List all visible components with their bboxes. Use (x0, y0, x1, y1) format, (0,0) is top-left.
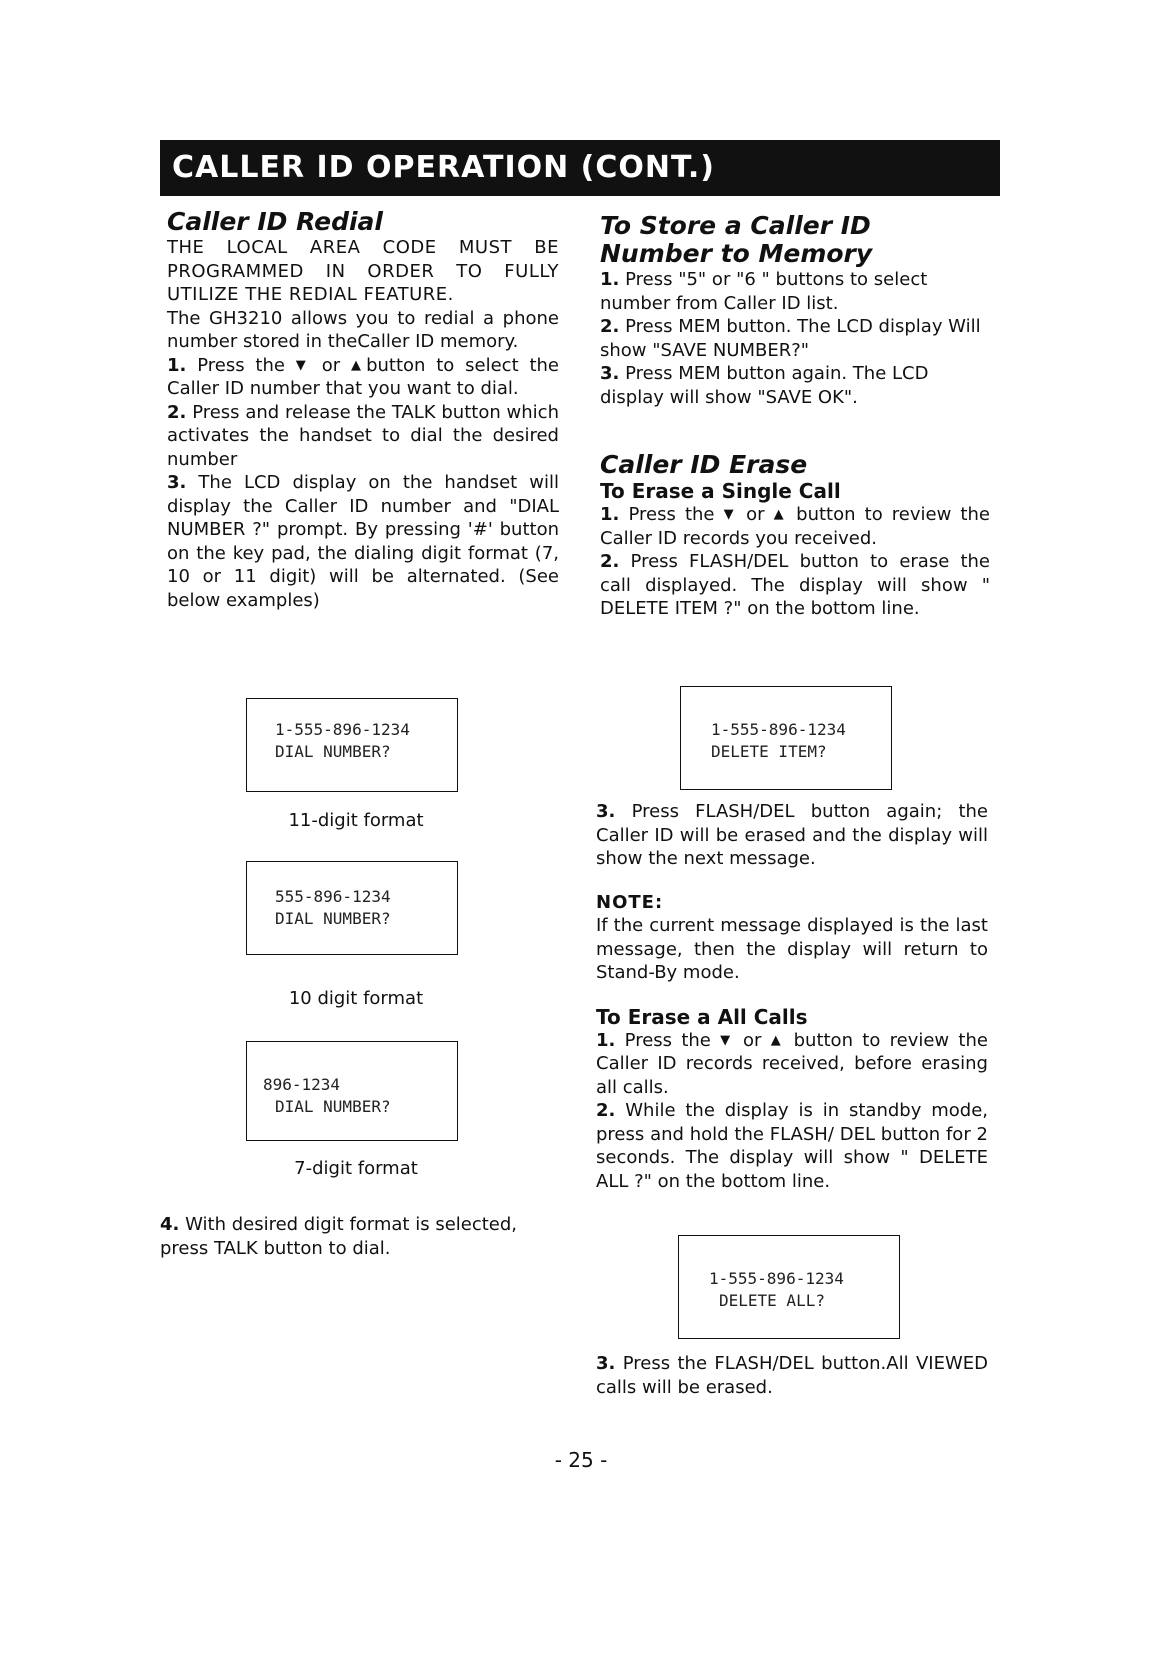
right-column (600, 212, 990, 621)
step-text: Press the (197, 354, 285, 376)
page-header-bar (160, 140, 1000, 196)
step-text: Press MEM button. The LCD display Will show "SAVE NUMBER?" (600, 316, 981, 361)
lcd-line-2: DIAL NUMBER? (275, 909, 391, 928)
step-number: 1. (167, 354, 187, 376)
redial-step-1 (167, 354, 559, 401)
step-text: or (743, 1029, 762, 1051)
redial-step-4 (160, 1213, 560, 1260)
erase-single-step-2 (600, 550, 990, 621)
store-step-2 (600, 315, 990, 362)
lcd-line-2: DIAL NUMBER? (275, 1097, 391, 1116)
store-step-1 (600, 268, 990, 315)
lcd-line-1: 555-896-1234 (275, 887, 391, 906)
step-text: Press the (624, 1029, 711, 1051)
step-number: 2. (600, 316, 620, 337)
erase-all-step-3 (596, 1352, 988, 1399)
step-number: 3. (600, 363, 620, 384)
step-text: or (746, 504, 765, 525)
redial-step-2 (167, 401, 559, 472)
store-section-title-line-2: Number to Memory (600, 239, 873, 268)
erase-all-step-2 (596, 1099, 988, 1193)
step-text: While the display is in standby mode, press and hold the FLASH/ DEL button for 2 seconds. The display will show " DELETE ALL ?" on the bottom line. (596, 1100, 988, 1192)
lcd-display-10-digit (246, 861, 458, 955)
redial-section-title: Caller ID Redial (167, 207, 383, 236)
step-number: 2. (167, 401, 187, 423)
step-number: 2. (596, 1100, 616, 1121)
note-text: If the current message displayed is the last message, then the display will return to Stand-By mode. (596, 915, 988, 983)
lcd-caption-11-digit: 11-digit format (288, 810, 424, 831)
step-text: Press the (628, 504, 715, 525)
lcd-line-2: DELETE ITEM? (711, 742, 827, 761)
redial-intro: The GH3210 allows you to redial a phone number stored in theCaller ID memory. (167, 307, 559, 352)
step-number: 3. (167, 472, 187, 493)
store-step-3 (600, 362, 990, 409)
lcd-line-1: 1-555-896-1234 (711, 720, 846, 739)
step-text: Press MEM button again. The LCD display will show "SAVE OK". (600, 363, 929, 408)
step-number: 1. (596, 1029, 616, 1051)
step-text: button to select the Caller ID number that you want to dial. (167, 354, 559, 399)
lcd-line-1: 1-555-896-1234 (275, 720, 410, 739)
step-number: 3. (596, 801, 616, 822)
redial-step-3 (167, 471, 559, 612)
erase-single-title: To Erase a Single Call (600, 479, 841, 503)
down-arrow-icon: ▼ (723, 507, 738, 522)
redial-intro-caps: THE LOCAL AREA CODE MUST BE PROGRAMMED IN ORDER TO FULLY UTILIZE THE REDIAL FEATURE. (167, 237, 559, 305)
note-title: NOTE: (596, 891, 664, 913)
step-number: 2. (600, 551, 620, 572)
step-number: 1. (600, 504, 620, 525)
step-text: The LCD display on the handset will display the Caller ID number and "DIAL NUMBER ?" prompt. By pressing '#' button on the key pad, the dialing digit format (7, 10 or 11 digit) will be alternated. (See below examples) (167, 472, 559, 611)
lcd-caption-10-digit: 10 digit format (288, 988, 424, 1009)
store-section-title-line-1: To Store a Caller ID (600, 211, 871, 240)
page-number: - 25 - (554, 1448, 608, 1472)
step-text: Press and release the TALK button which activates the handset to dial the desired number (167, 401, 559, 470)
step-text: button to review the Caller ID records you received. (600, 504, 990, 549)
step-text: or (321, 354, 341, 376)
step-text: Press the FLASH/DEL button.All VIEWED calls will be erased. (596, 1353, 988, 1398)
erase-single-step-3 (596, 800, 988, 871)
step-number: 4. (160, 1214, 180, 1235)
lcd-display-11-digit (246, 698, 458, 792)
step-text: Press "5" or "6 " buttons to select number from Caller ID list. (600, 269, 928, 314)
erase-all-step-3-block (596, 1352, 988, 1399)
step-number: 3. (596, 1353, 616, 1374)
lcd-caption-7-digit: 7-digit format (294, 1158, 418, 1179)
up-arrow-icon: ▲ (350, 357, 367, 373)
lcd-display-delete-all (678, 1235, 900, 1339)
erase-single-step-1 (600, 503, 990, 550)
up-arrow-icon: ▲ (773, 507, 788, 522)
erase-all-step-1 (596, 1029, 988, 1100)
lcd-line-1: 1-555-896-1234 (709, 1269, 844, 1288)
erase-section-title: Caller ID Erase (600, 450, 808, 479)
down-arrow-icon: ▼ (295, 357, 311, 373)
step-text: Press FLASH/DEL button again; the Caller ID will be erased and the display will show the next message. (596, 801, 988, 869)
lcd-line-2: DELETE ALL? (719, 1291, 825, 1310)
step-text: With desired digit format is selected, press TALK button to dial. (160, 1214, 518, 1259)
up-arrow-icon: ▲ (770, 1032, 785, 1048)
right-column-lower (596, 800, 988, 1193)
left-column (167, 208, 559, 612)
lcd-line-2: DIAL NUMBER? (275, 742, 391, 761)
page-title: CALLER ID OPERATION (CONT.) (172, 150, 716, 185)
lcd-display-7-digit (246, 1041, 458, 1141)
step-text: button to review the Caller ID records received, before erasing all calls. (596, 1029, 988, 1098)
down-arrow-icon: ▼ (720, 1032, 734, 1048)
lcd-display-delete-item (680, 686, 892, 790)
step-number: 1. (600, 269, 620, 290)
step-text: Press FLASH/DEL button to erase the call displayed. The display will show " DELETE ITEM ?" on the bottom line. (600, 551, 990, 619)
erase-all-title: To Erase a All Calls (596, 1004, 808, 1029)
lcd-line-1: 896-1234 (263, 1075, 341, 1094)
